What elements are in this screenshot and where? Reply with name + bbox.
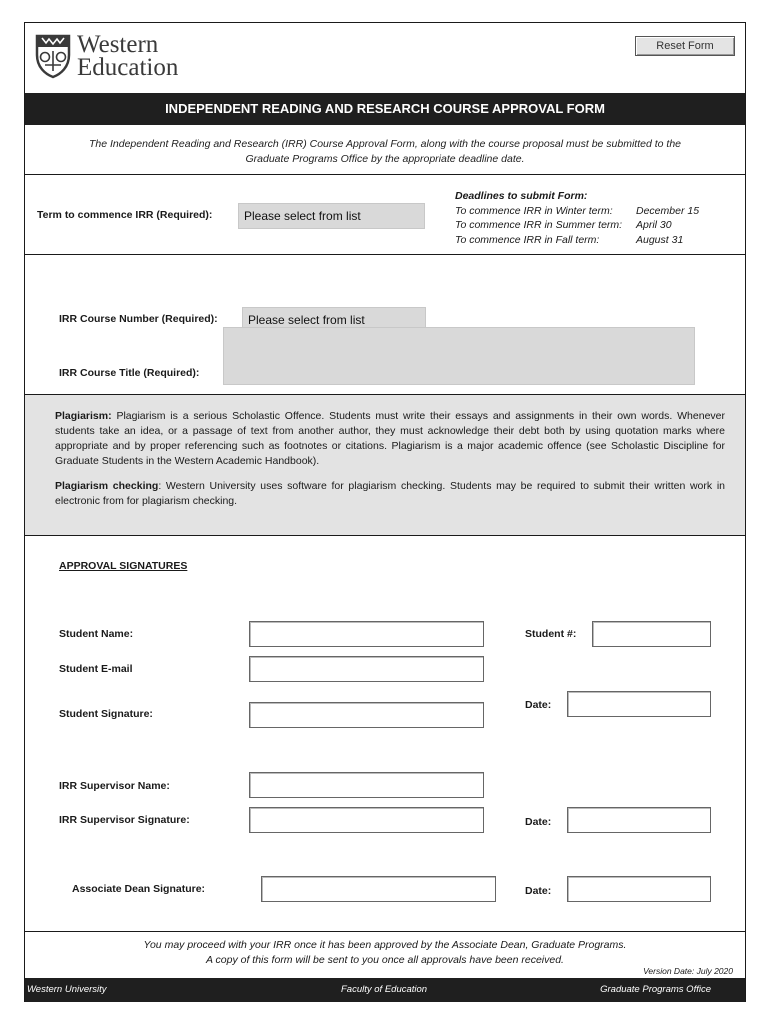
approval-signatures-title: APPROVAL SIGNATURES: [59, 560, 188, 572]
deadline-row-fall: [455, 233, 699, 248]
plagiarism-text: Plagiarism is a serious Scholastic Offence. Students must write their essays and assignments in their own words. Whenever students take an idea, or a passage of text from another author, they must acknowledge their debt both by using quotation marks where appropriate and by proper referencing such as footnotes or citations. Plagiarism is a major academic offence (see Scholastic Discipline for Graduate Students in the Western Academic Handbook).: [55, 410, 725, 467]
deadline-term: To commence IRR in Summer term:: [455, 219, 623, 231]
shield-logo-icon: [35, 33, 71, 79]
student-signature-input[interactable]: [249, 702, 484, 728]
deadline-term: To commence IRR in Fall term:: [455, 233, 600, 246]
footer-note-line-1: You may proceed with your IRR once it has been approved by the Associate Dean, Graduate Programs.: [143, 939, 627, 951]
deadline-date: December 15: [636, 204, 700, 217]
plagiarism-checking-text: : Western University uses software for plagiarism checking. Students may be required to submit their written work in electronic from for plagiarism checking.: [55, 480, 725, 507]
student-email-input[interactable]: [249, 656, 484, 682]
dean-date-label: Date:: [525, 885, 552, 897]
footer-faculty: Faculty of Education: [341, 984, 428, 995]
dean-signature-input[interactable]: [261, 876, 496, 902]
term-label: Term to commence IRR (Required):: [37, 209, 213, 221]
supervisor-date-input[interactable]: [567, 807, 711, 833]
student-date-label: Date:: [525, 699, 552, 711]
deadline-row-winter: [455, 204, 699, 219]
form-frame: [24, 22, 746, 1002]
supervisor-name-input[interactable]: [249, 772, 484, 798]
student-email-label: Student E-mail: [59, 663, 133, 675]
footer-graduate-programs: Graduate Programs Office: [600, 984, 711, 995]
supervisor-signature-input[interactable]: [249, 807, 484, 833]
form-header: [25, 23, 745, 93]
version-date: Version Date: July 2020: [643, 966, 733, 976]
logo-line-education: Education: [77, 54, 179, 81]
term-select[interactable]: Please select from list: [238, 203, 425, 229]
footer-note: [25, 932, 745, 978]
plagiarism-checking-paragraph: [55, 479, 725, 509]
approval-signatures-section: [25, 536, 745, 932]
plagiarism-section: [25, 395, 745, 536]
term-section: [25, 175, 745, 255]
deadline-term: To commence IRR in Winter term:: [455, 204, 613, 217]
form-title: INDEPENDENT READING AND RESEARCH COURSE APPROVAL FORM: [25, 93, 745, 125]
deadline-date: August 31: [636, 233, 684, 246]
deadline-row-summer: [455, 218, 699, 233]
course-title-input[interactable]: [223, 327, 695, 385]
supervisor-signature-label: IRR Supervisor Signature:: [59, 814, 190, 826]
deadlines-title: Deadlines to submit Form:: [455, 190, 588, 202]
course-number-select[interactable]: Please select from list: [242, 307, 426, 333]
student-name-label: Student Name:: [59, 628, 134, 640]
footer-note-line-2: A copy of this form will be sent to you once all approvals have been received.: [206, 954, 564, 966]
supervisor-date-label: Date:: [525, 816, 552, 828]
deadline-date: April 30: [636, 219, 672, 231]
intro-text: [25, 125, 745, 175]
student-number-label: Student #:: [525, 628, 577, 640]
student-date-input[interactable]: [567, 691, 711, 717]
plagiarism-heading: Plagiarism:: [55, 410, 112, 422]
course-title-label: IRR Course Title (Required):: [59, 367, 200, 379]
logo-wordmark: [77, 33, 178, 79]
plagiarism-checking-heading: Plagiarism checking: [55, 480, 159, 492]
footer-western-university: Western University: [27, 984, 107, 995]
student-name-input[interactable]: [249, 621, 484, 647]
student-signature-label: Student Signature:: [59, 708, 153, 720]
intro-line-2: Graduate Programs Office by the appropriate deadline date.: [245, 153, 525, 165]
course-number-label: IRR Course Number (Required):: [59, 313, 218, 325]
dean-signature-label: Associate Dean Signature:: [72, 883, 206, 895]
plagiarism-paragraph: [55, 409, 725, 469]
course-section: [25, 255, 745, 395]
logo-line-western: Western: [77, 31, 159, 58]
supervisor-name-label: IRR Supervisor Name:: [59, 780, 170, 792]
reset-form-button[interactable]: Reset Form: [635, 36, 735, 56]
western-education-logo: [35, 33, 178, 79]
deadlines-panel: [455, 189, 699, 247]
dean-date-input[interactable]: [567, 876, 711, 902]
student-number-input[interactable]: [592, 621, 711, 647]
footer-bar: [25, 978, 745, 1002]
intro-line-1: The Independent Reading and Research (IRR) Course Approval Form, along with the course proposal must be submitted to the: [88, 138, 681, 150]
